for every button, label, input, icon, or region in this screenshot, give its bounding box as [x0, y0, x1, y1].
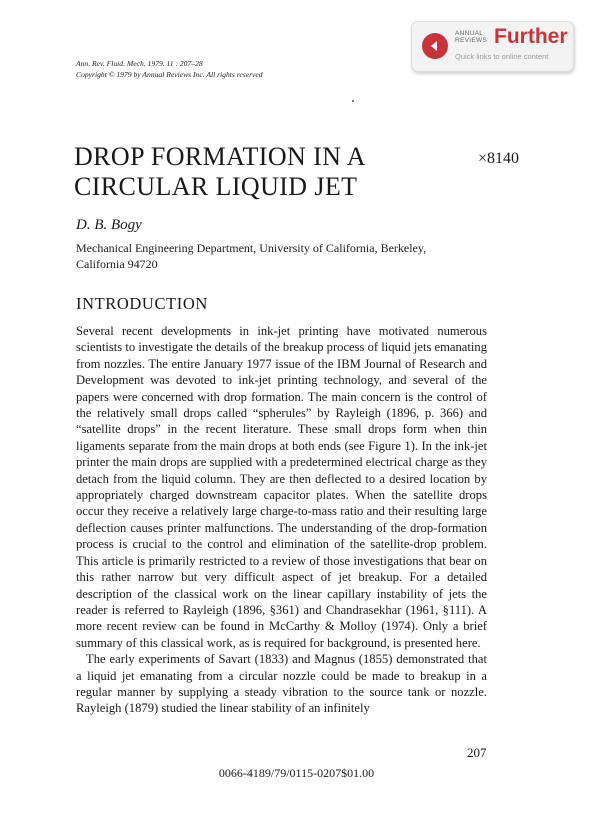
badge-small-line1: ANNUAL [455, 30, 484, 37]
article-code: ×8140 [478, 150, 520, 167]
affiliation-line-1: Mechanical Engineering Department, University of California, Berkeley, [76, 241, 427, 255]
paragraph-2: The early experiments of Savart (1833) and Magnus (1855) demonstrated that a liquid jet emanating from a circular nozzle could be made to breakup in a regular manner by supplying a steady vibration to the source tank or nozzle. Rayleigh (1879) studied the linear stability of an infinitely [76, 652, 487, 716]
badge-further-label: Further [494, 25, 568, 48]
journal-citation: Ann. Rev. Fluid. Mech. 1979. 11 : 207–28 [76, 59, 203, 68]
article-title [74, 142, 366, 202]
copyright-notice: Copyright © 1979 by Annual Reviews Inc. All rights reserved [76, 70, 263, 79]
badge-publisher-label [455, 30, 487, 44]
title-line-1: DROP FORMATION IN A [74, 142, 366, 171]
badge-tagline: Quick links to online content [455, 52, 549, 61]
article-code-line: 0066-4189/79/0115-0207$01.00 [218, 766, 375, 780]
body-text [76, 323, 487, 717]
scan-speck [352, 100, 354, 102]
badge-small-line2: REVIEWS [455, 37, 488, 44]
page-number: 207 [467, 745, 487, 760]
journal-reference [76, 58, 263, 80]
title-line-2: CIRCULAR LIQUID JET [74, 172, 358, 201]
left-arrow-icon [422, 33, 448, 59]
author-affiliation [76, 240, 476, 272]
author-name: D. B. Bogy [76, 217, 142, 233]
affiliation-line-2: California 94720 [76, 257, 158, 271]
paragraph-1: Several recent developments in ink-jet printing have motivated numerous scientists to investigate the details of the breakup process of liquid jets emanating from nozzles. The entire January 1977 issue of the IBM Journal of Research and Development was devoted to ink-jet printing technology, and several of the papers were concerned with drop formation. The main concern is the control of the relatively small drops called “spherules” by Rayleigh (1896, p. 366) and “satellite drops” in the recent literature. These small drops form when thin ligaments separate from the main drops at both ends (see Figure 1). In the ink-jet printer the main drops are supplied with a predetermined electrical charge as they detach from the liquid column. They are then deflected to a desired location by appropriately charged downstream capacitor plates. When the satellite drops occur they receive a relatively large charge-to-mass ratio and their resulting large deflection causes printer malfunctions. The understanding of the drop-formation process is crucial to the control and elimination of the satellite-drop problem. This article is primarily restricted to a review of those investigations that bear on this rather narrow but very difficult aspect of jet breakup. For a detailed description of the classical work on the linear capillary instability of jets the reader is referred to Rayleigh (1896, §361) and Chandrasekhar (1961, §111). A more recent review can be found in McCarthy & Molloy (1974). Only a brief summary of this classical work, as is required for background, is presented here. [76, 324, 487, 650]
annual-reviews-further-badge[interactable] [411, 21, 574, 72]
section-heading: INTRODUCTION [76, 294, 208, 313]
